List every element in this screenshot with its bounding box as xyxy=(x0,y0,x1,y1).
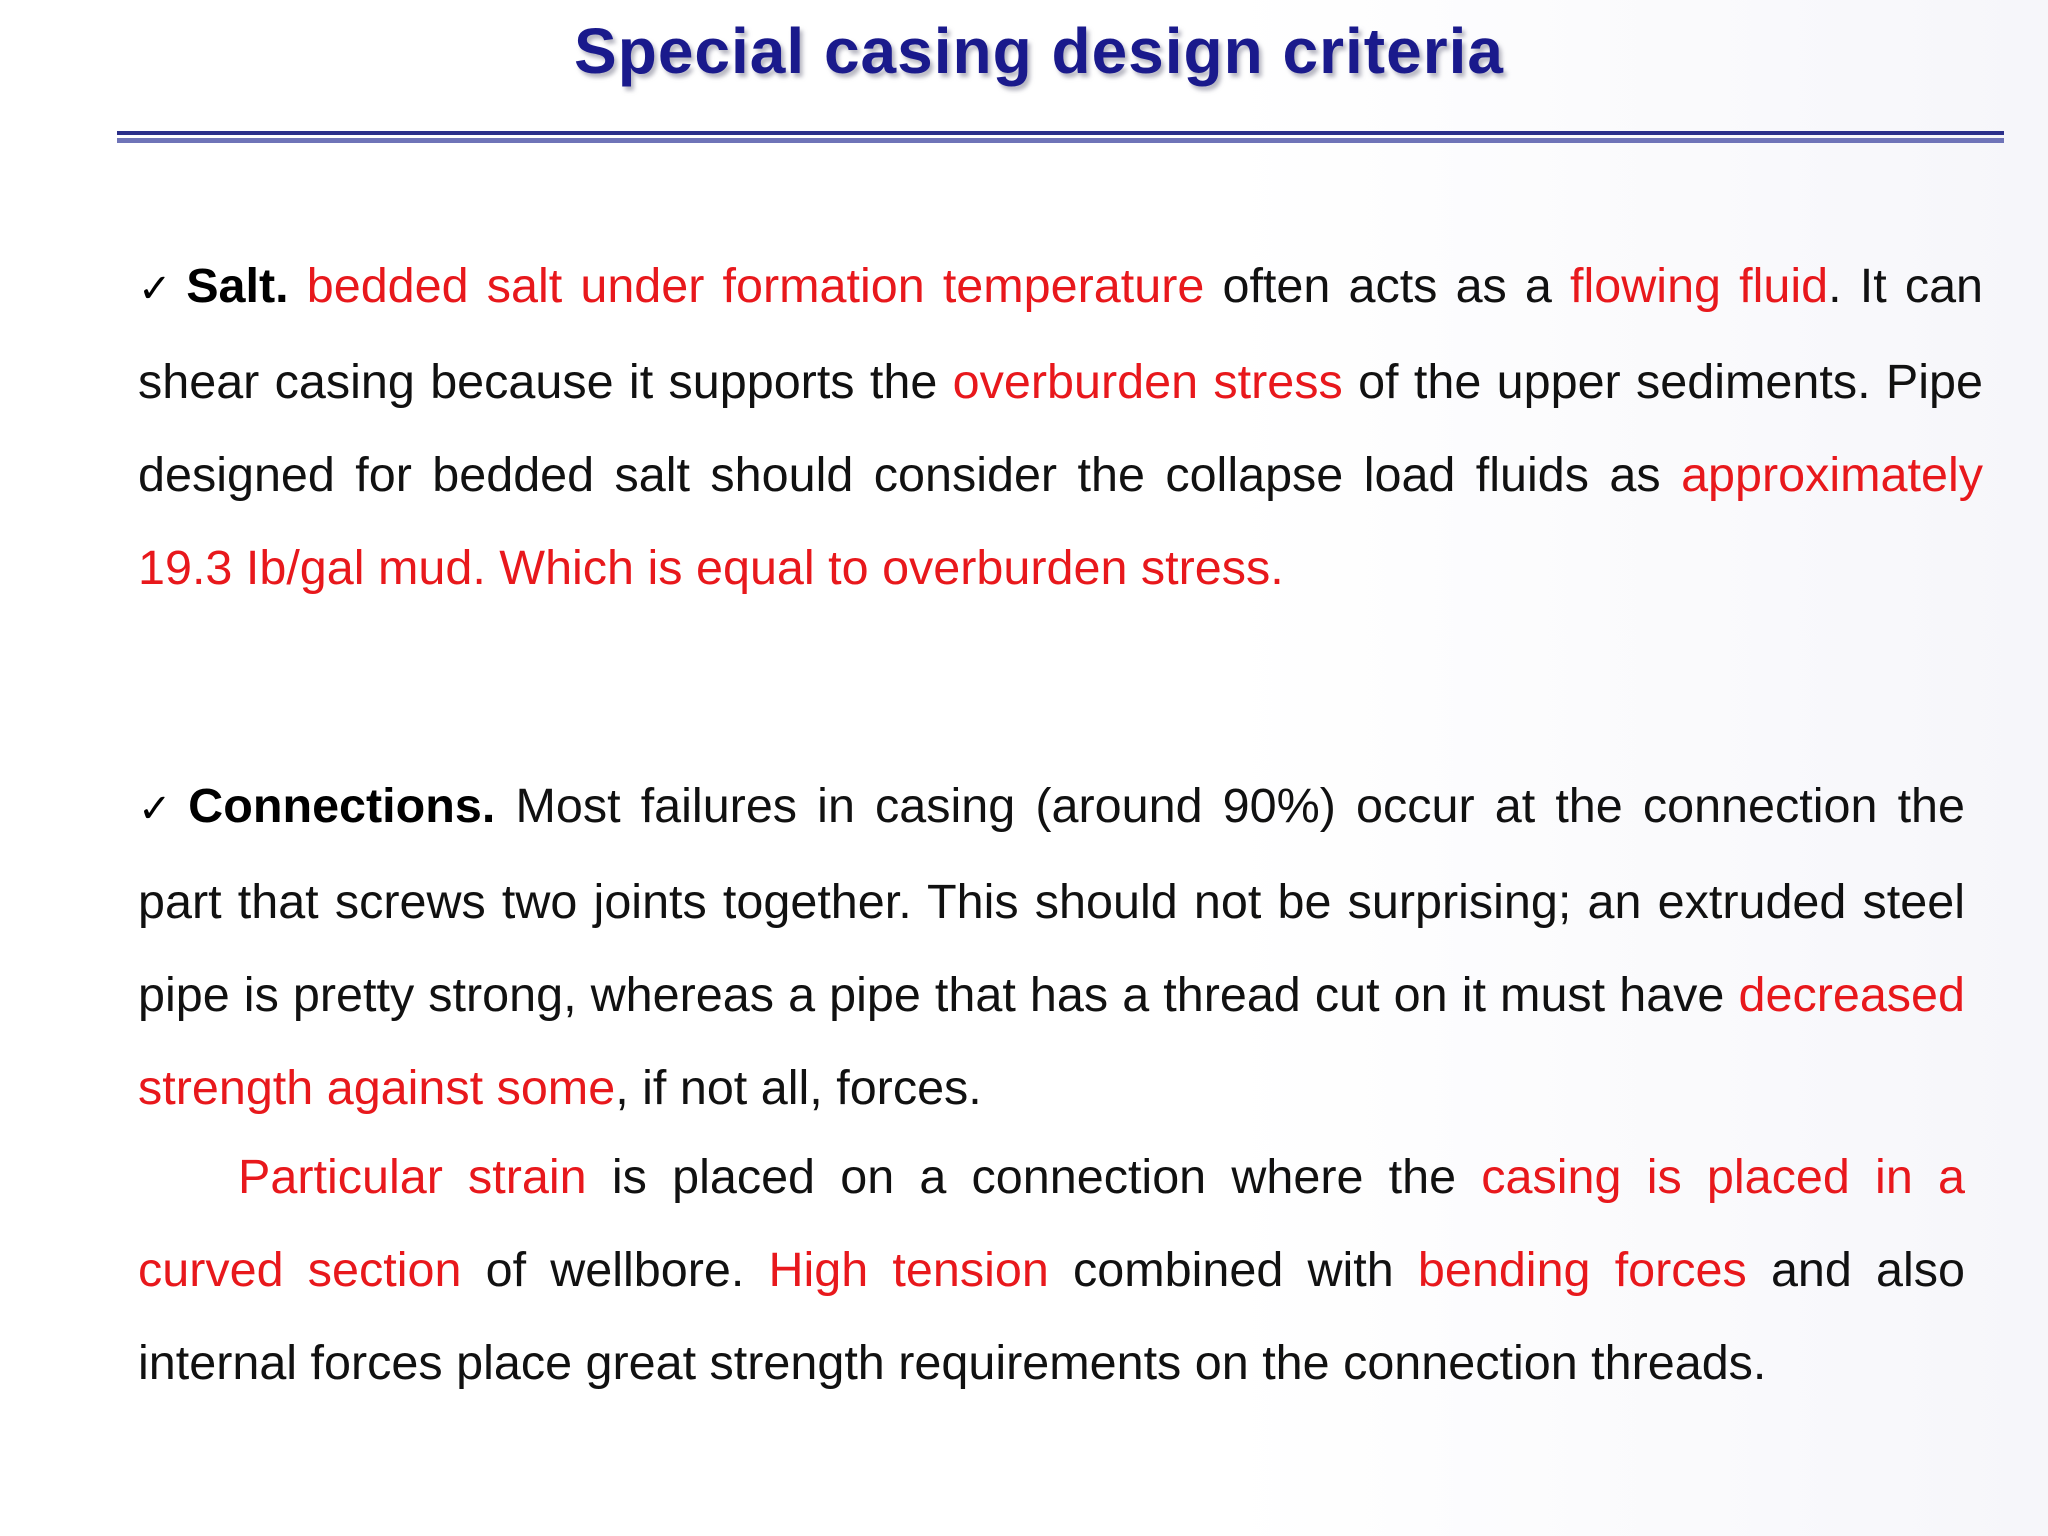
salt-paragraph xyxy=(138,240,1983,615)
checkmark-icon: ✓ xyxy=(138,786,179,832)
connections-highlight-1: decreased strength against some xyxy=(138,968,1965,1115)
salt-highlight-3: overburden stress xyxy=(952,355,1343,409)
salt-text-1: often acts as a xyxy=(1204,259,1571,313)
salt-highlight-2: flowing fluid xyxy=(1570,259,1829,313)
strain-highlight-2: casing is placed in a curved section xyxy=(138,1150,1965,1297)
connections-text-2: , if not all, forces. xyxy=(615,1061,982,1115)
strain-text-4: and also internal forces place great strength requirements on the connection threads. xyxy=(138,1243,1966,1390)
strain-paragraph xyxy=(138,1131,1965,1410)
title-divider xyxy=(117,131,2004,135)
title-divider-shadow xyxy=(117,138,2004,143)
strain-text-2: of wellbore. xyxy=(461,1243,769,1297)
strain-text-3: combined with xyxy=(1048,1243,1418,1297)
salt-text-3: of the upper sediments. Pipe designed for bedded salt should consider the collapse load fluids as xyxy=(138,355,1983,502)
connections-text-1: Most failures in casing (around 90%) occur at the connection the part that screws two joints together. This should not be surprising; an extruded steel pipe is pretty strong, whereas a pipe that has a thread cut on it must have xyxy=(138,779,1966,1022)
salt-label: Salt. xyxy=(186,259,289,313)
strain-highlight-1: Particular strain xyxy=(238,1150,587,1204)
strain-highlight-3: High tension xyxy=(768,1243,1049,1297)
strain-highlight-4: bending forces xyxy=(1417,1243,1747,1297)
strain-text-1: is placed on a connection where the xyxy=(586,1150,1482,1204)
connections-label: Connections. xyxy=(188,779,496,833)
salt-text-2: . It can shear casing because it supports the xyxy=(138,259,1984,409)
connections-paragraph xyxy=(138,760,1965,1135)
checkmark-icon: ✓ xyxy=(138,266,177,312)
slide-title: Special casing design criteria xyxy=(574,15,1504,87)
salt-highlight-1: bedded salt under formation temperature xyxy=(306,259,1205,313)
salt-highlight-4: approximately 19.3 Ib/gal mud. Which is equal to overburden stress. xyxy=(138,448,1983,595)
